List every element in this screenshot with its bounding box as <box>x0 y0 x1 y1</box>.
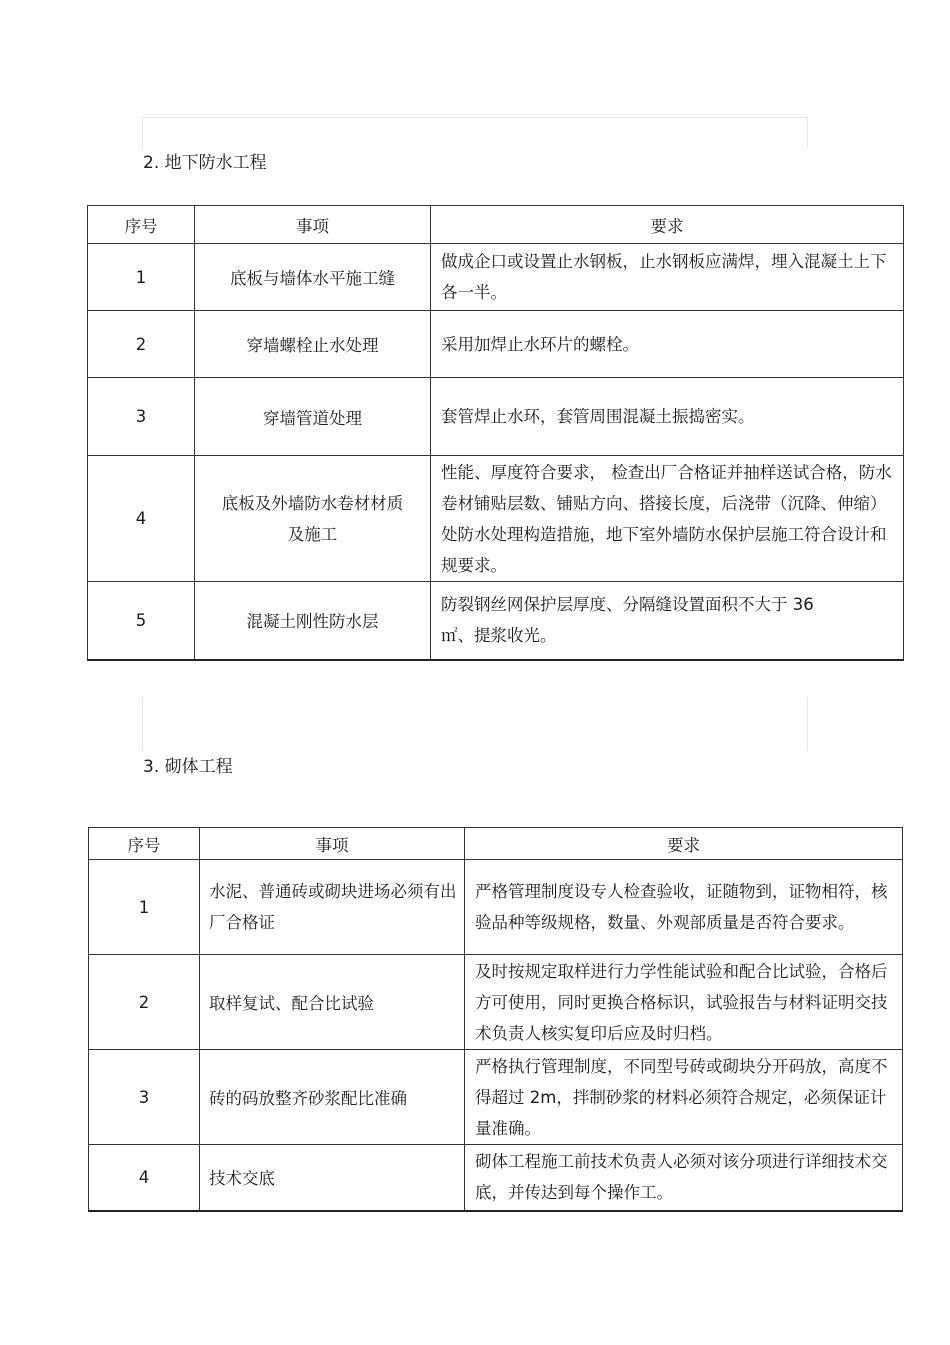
row-item: 砖的码放整齐砂浆配比准确 <box>200 1050 465 1145</box>
row-item: 水泥、普通砖或砌块进场必须有出厂合格证 <box>200 860 465 955</box>
row-item: 底板与墙体水平施工缝 <box>195 244 431 311</box>
header-requirement: 要求 <box>431 206 904 244</box>
row-requirement: 严格管理制度设专人检查验收，证随物到，证物相符，核验品种等级规格，数量、外观部质量是否符合要求。 <box>465 860 903 955</box>
table-row <box>88 378 904 456</box>
section-title-masonry: 3. 砌体工程 <box>143 757 233 777</box>
row-no: 5 <box>88 582 195 660</box>
row-requirement: 严格执行管理制度，不同型号砖或砌块分开码放，高度不得超过 2m，拌制砂浆的材料必须符合规定，必须保证计量准确。 <box>465 1050 903 1145</box>
table-row <box>88 456 904 582</box>
header-item: 事项 <box>200 828 465 860</box>
table-row <box>89 1145 903 1211</box>
row-item: 技术交底 <box>200 1145 465 1211</box>
row-requirement: 防裂钢丝网保护层厚度、分隔缝设置面积不大于 36㎡、提浆收光。 <box>431 582 904 660</box>
section-title-waterproofing: 2. 地下防水工程 <box>143 153 267 173</box>
row-no: 4 <box>89 1145 200 1211</box>
masonry-table <box>88 827 903 1212</box>
header-no: 序号 <box>88 206 195 244</box>
table-row <box>89 1050 903 1145</box>
table-row <box>88 244 904 311</box>
row-requirement: 砌体工程施工前技术负责人必须对该分项进行详细技术交底，并传达到每个操作工。 <box>465 1145 903 1211</box>
table-header-row <box>89 828 903 860</box>
table-row <box>88 311 904 378</box>
row-no: 1 <box>88 244 195 311</box>
waterproofing-table <box>87 205 904 661</box>
row-requirement: 采用加焊止水环片的螺栓。 <box>431 311 904 378</box>
page-frame-top <box>142 117 808 148</box>
row-item: 混凝土刚性防水层 <box>195 582 431 660</box>
row-item: 底板及外墙防水卷材材质及施工 <box>195 456 431 582</box>
table-row <box>89 955 903 1050</box>
header-no: 序号 <box>89 828 200 860</box>
row-item: 穿墙螺栓止水处理 <box>195 311 431 378</box>
row-no: 1 <box>89 860 200 955</box>
table-row <box>89 860 903 955</box>
row-no: 2 <box>88 311 195 378</box>
row-no: 3 <box>88 378 195 456</box>
row-requirement: 性能、厚度符合要求， 检查出厂合格证并抽样送试合格，防水卷材铺贴层数、铺贴方向、搭接长度，后浇带（沉降、伸缩）处防水处理构造措施，地下室外墙防水保护层施工符合设计和规要求。 <box>431 456 904 582</box>
table-header-row <box>88 206 904 244</box>
row-no: 4 <box>88 456 195 582</box>
page-frame-middle <box>142 697 808 751</box>
header-item: 事项 <box>195 206 431 244</box>
row-requirement: 及时按规定取样进行力学性能试验和配合比试验，合格后方可使用，同时更换合格标识，试验报告与材料证明交技术负责人核实复印后应及时归档。 <box>465 955 903 1050</box>
row-no: 2 <box>89 955 200 1050</box>
table-row <box>88 582 904 660</box>
row-item: 穿墙管道处理 <box>195 378 431 456</box>
row-item: 取样复试、配合比试验 <box>200 955 465 1050</box>
row-no: 3 <box>89 1050 200 1145</box>
row-requirement: 做成企口或设置止水钢板，止水钢板应满焊，埋入混凝土上下各一半。 <box>431 244 904 311</box>
row-requirement: 套管焊止水环，套管周围混凝土振捣密实。 <box>431 378 904 456</box>
header-requirement: 要求 <box>465 828 903 860</box>
